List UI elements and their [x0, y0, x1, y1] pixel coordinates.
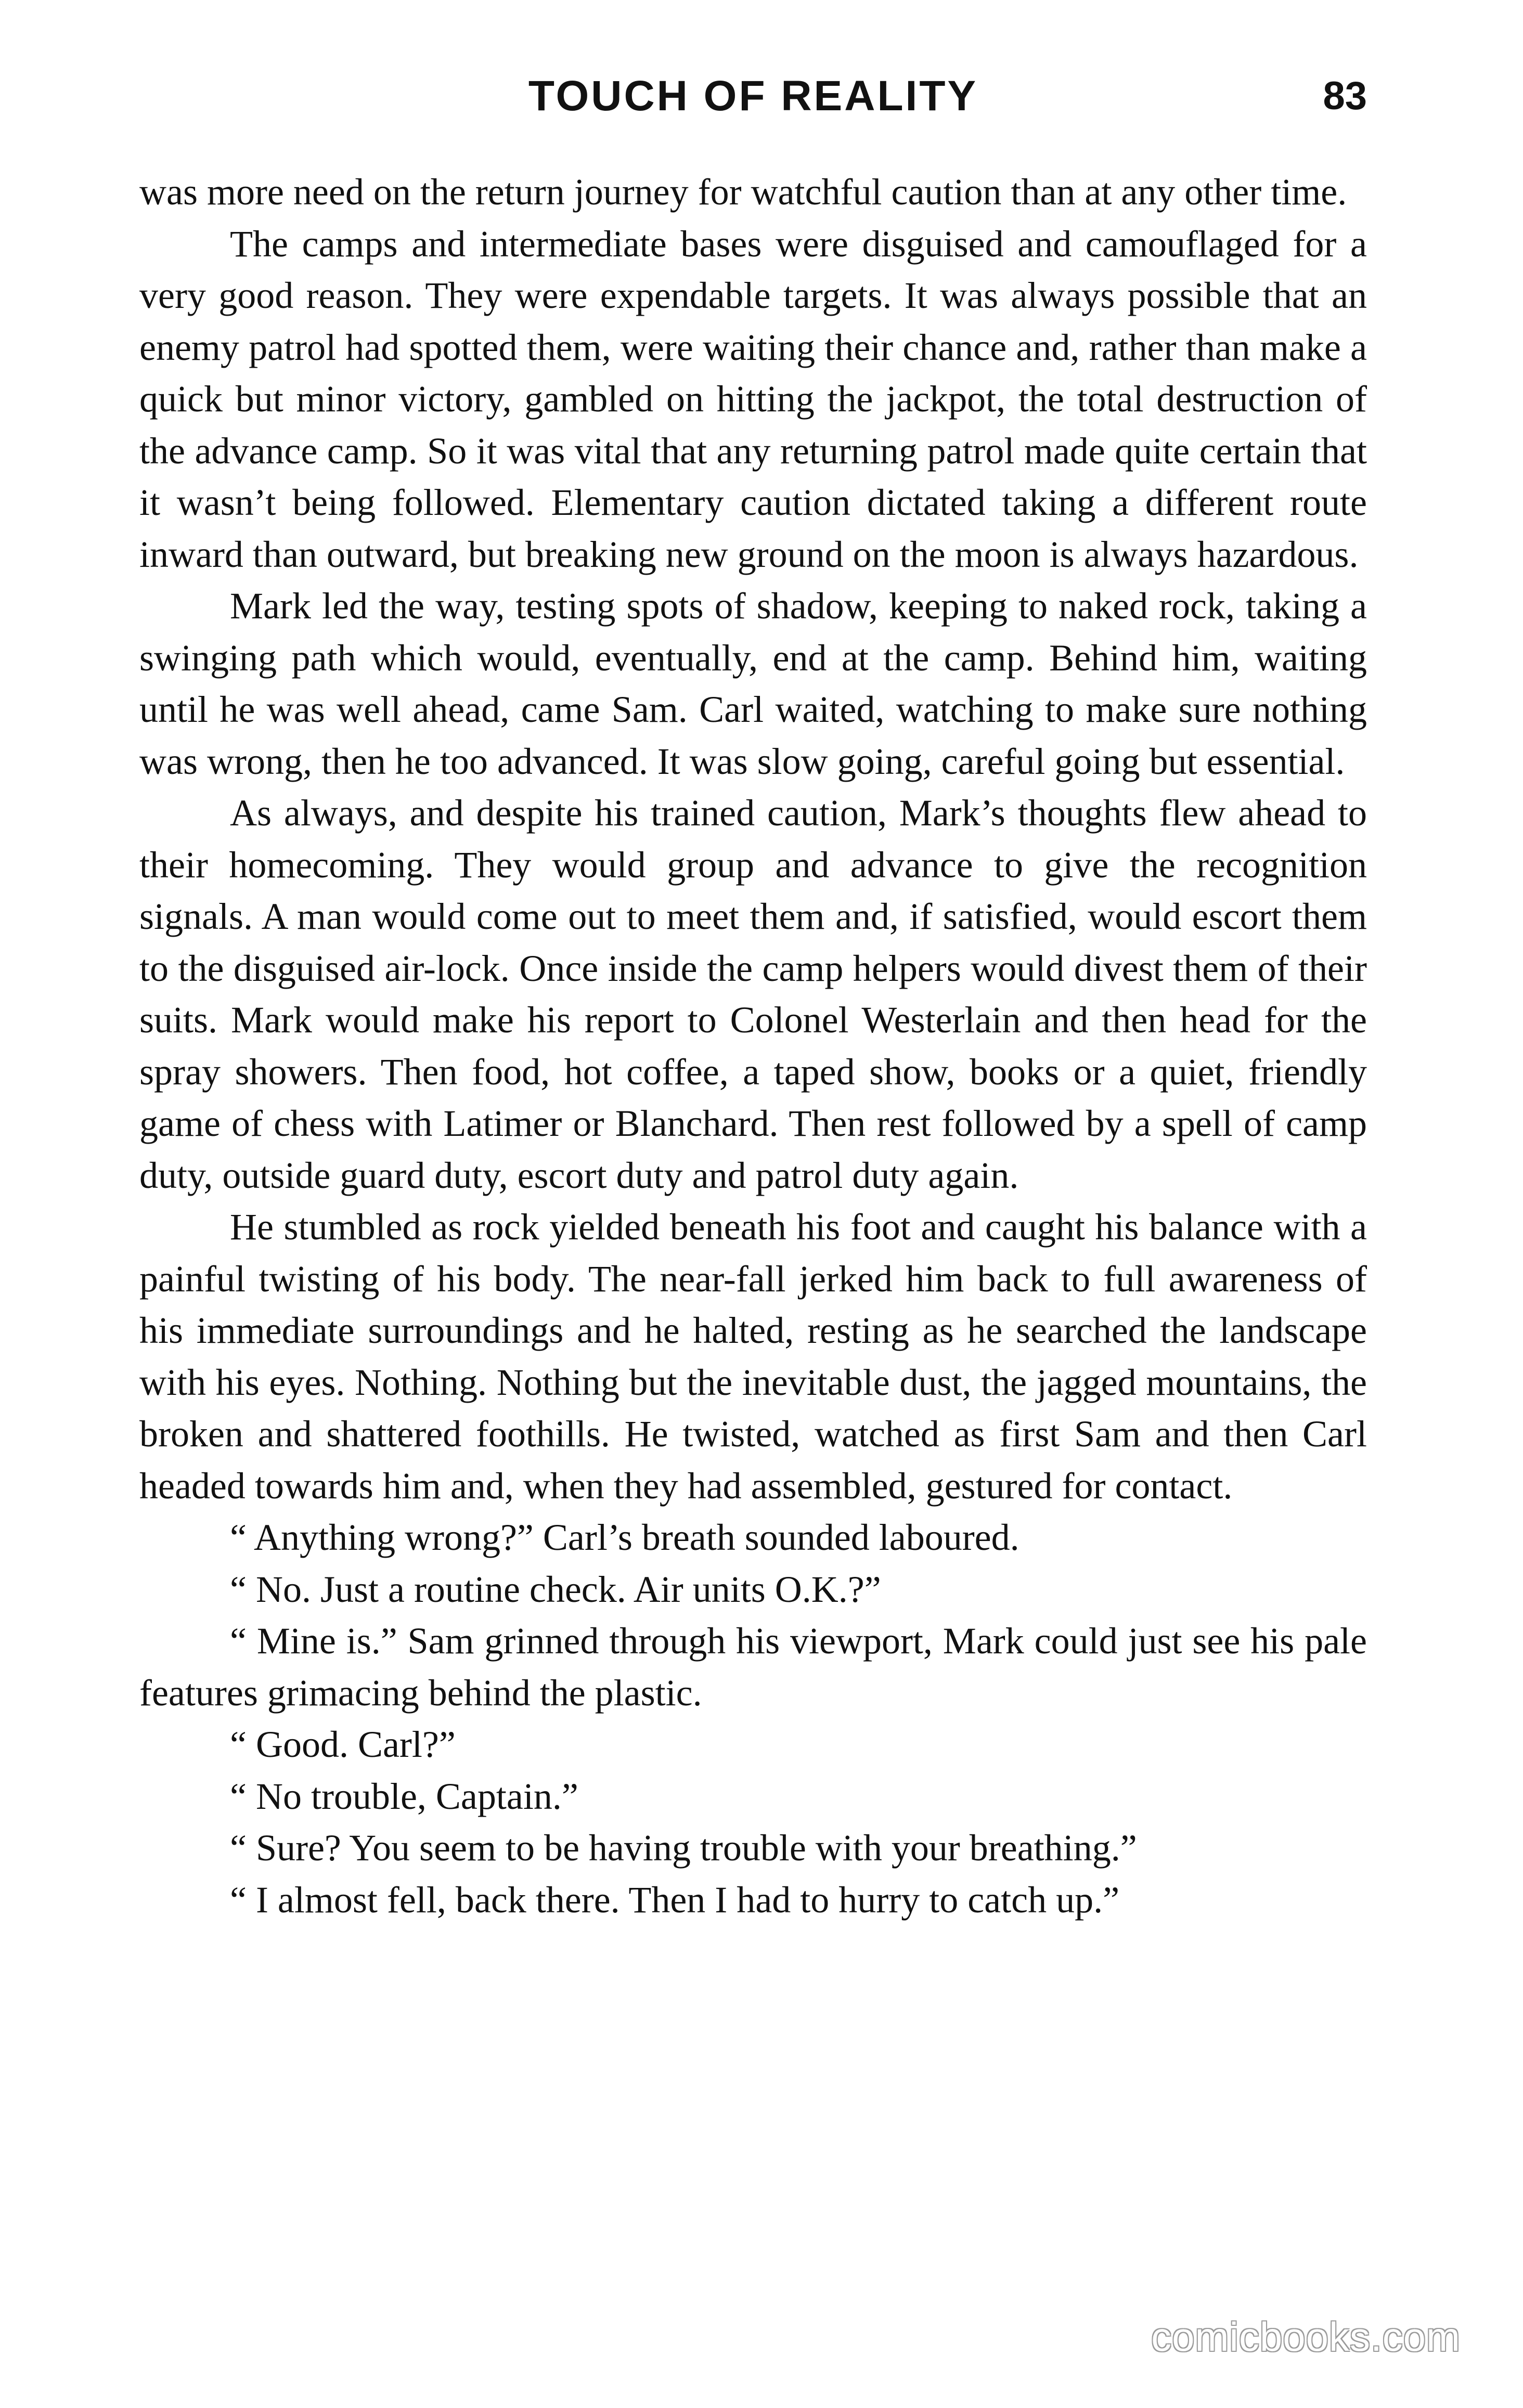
paragraph-continued: was more need on the return journey for watchful caution than at any other time.	[139, 171, 1347, 213]
running-head: TOUCH OF REALITY	[528, 72, 978, 120]
dialogue-line: “ No trouble, Captain.”	[230, 1775, 578, 1817]
dialogue-line: “ Good. Carl?”	[230, 1724, 456, 1765]
dialogue-line: “ Anything wrong?” Carl’s breath sounded laboured.	[230, 1517, 1019, 1558]
watermark: comicbooks.com	[1151, 2314, 1461, 2360]
dialogue-line: “ Sure? You seem to be having trouble with your breathing.”	[230, 1827, 1137, 1869]
body-text	[139, 166, 1367, 1926]
dialogue-line: “ No. Just a routine check. Air units O.K.?”	[230, 1568, 881, 1610]
page-number: 83	[1323, 74, 1367, 118]
dialogue-line: “ Mine is.” Sam grinned through his viewport, Mark could just see his pale features grimacing behind the plastic.	[139, 1620, 1367, 1714]
paragraph: Mark led the way, testing spots of shadow, keeping to naked rock, taking a swinging path which would, eventually, end at the camp. Behind him, waiting until he was well ahead, came Sam. Carl waited, watching to make sure nothing was wrong, then he too advanced. It was slow going, careful going but essential.	[139, 585, 1367, 782]
page-header	[139, 68, 1367, 125]
paragraph: The camps and intermediate bases were disguised and camouflaged for a very good reason. They were expendable targets. It was always possible that an enemy patrol had spotted them, were waiting their chance and, rather than make a quick but minor victory, gambled on hitting the jackpot, the total destruction of the advance camp. So it was vital that any returning patrol made quite certain that it wasn’t being followed. Elementary caution dictated taking a different route inward than outward, but breaking new ground on the moon is always hazardous.	[139, 223, 1367, 575]
dialogue-line: “ I almost fell, back there. Then I had to hurry to catch up.”	[230, 1879, 1120, 1921]
paragraph: He stumbled as rock yielded beneath his foot and caught his balance with a painful twisting of his body. The near-fall jerked him back to full awareness of his immediate surroundings and he halted, resting as he searched the landscape with his eyes. Nothing. Nothing but the inevitable dust, the jagged mountains, the broken and shattered foothills. He twisted, watched as first Sam and then Carl headed towards him and, when they had assembled, gestured for contact.	[139, 1206, 1367, 1507]
paragraph: As always, and despite his trained caution, Mark’s thoughts flew ahead to their homecoming. They would group and advance to give the recognition signals. A man would come out to meet them and, if satisfied, would escort them to the disguised air-lock. Once inside the camp helpers would divest them of their suits. Mark would make his report to Colonel Westerlain and then head for the spray showers. Then food, hot coffee, a taped show, books or a quiet, friendly game of chess with Latimer or Blanchard. Then rest followed by a spell of camp duty, outside guard duty, escort duty and patrol duty again.	[139, 792, 1367, 1196]
